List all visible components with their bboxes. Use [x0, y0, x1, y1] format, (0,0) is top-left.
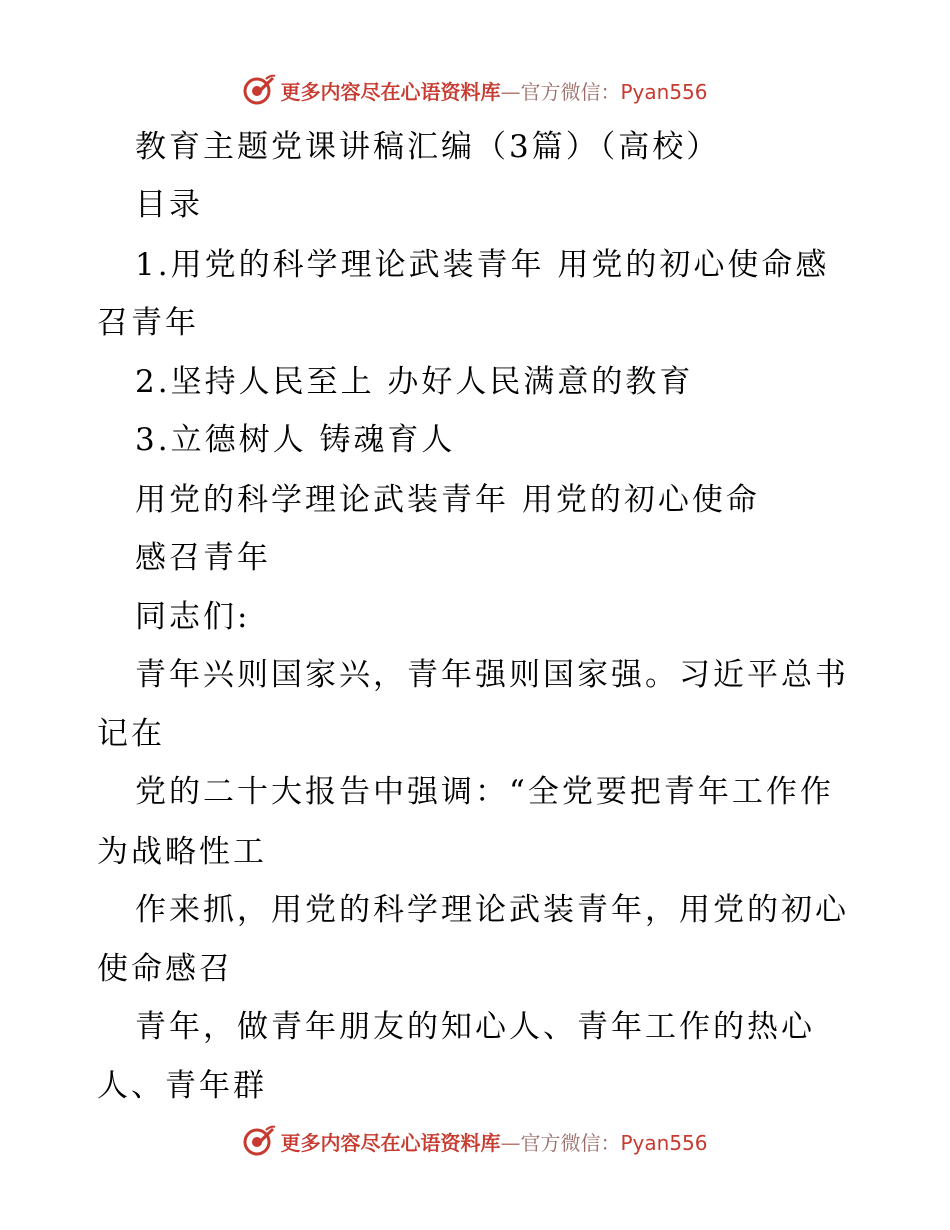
watermark-separator: —: [500, 79, 521, 104]
section-title-continued: 感召青年: [135, 540, 271, 576]
body-line: 青年兴则国家兴，青年强则国家强。习近平总书: [135, 657, 849, 693]
body-line: 青年，做青年朋友的知心人、青年工作的热心: [135, 1009, 815, 1045]
pen-logo-icon: [242, 1124, 276, 1158]
watermark-main: 更多内容尽在心语资料库: [280, 79, 501, 104]
body-line: 人、青年群: [97, 1068, 267, 1104]
watermark-separator: —: [500, 1130, 521, 1155]
watermark-main: 更多内容尽在心语资料库: [280, 1130, 501, 1155]
toc-item: 2.坚持人民至上 办好人民满意的教育: [135, 364, 694, 400]
body-line: 党的二十大报告中强调：“全党要把青年工作作: [135, 774, 834, 810]
toc-item: 3.立德树人 铸魂育人: [135, 422, 456, 458]
watermark-label: 官方微信：: [520, 79, 621, 104]
toc-item-continued: 召青年: [97, 305, 199, 341]
watermark-wechat-id: Pyan556: [620, 79, 708, 104]
body-line: 为战略性工: [97, 834, 267, 870]
section-title: 用党的科学理论武装青年 用党的初心使命: [135, 482, 760, 518]
salutation: 同志们:: [135, 599, 251, 635]
footer-watermark: [0, 1121, 950, 1161]
toc-heading: 目录: [135, 187, 203, 223]
watermark-text: [280, 1127, 707, 1156]
document-title: 教育主题党课讲稿汇编（3篇）（高校）: [135, 129, 721, 165]
watermark-label: 官方微信：: [520, 1130, 621, 1155]
toc-item: 1.用党的科学理论武装青年 用党的初心使命感: [135, 247, 830, 283]
watermark-wechat-id: Pyan556: [620, 1130, 708, 1155]
body-line: 使命感召: [97, 951, 233, 987]
body-line: 记在: [97, 716, 165, 752]
body-line: 作来抓，用党的科学理论武装青年，用党的初心: [135, 892, 849, 928]
